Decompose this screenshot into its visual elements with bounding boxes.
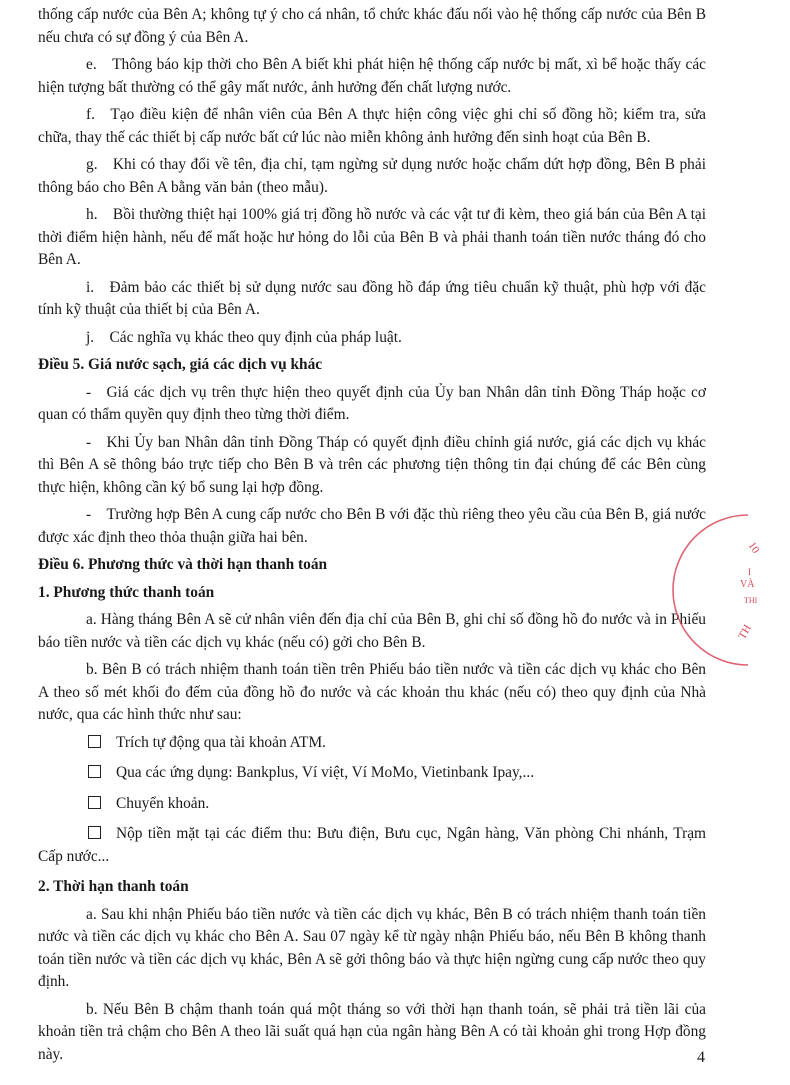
article-5-para: - Khi Ủy ban Nhân dân tỉnh Đồng Tháp có quyết định điều chỉnh giá nước, giá các dịch vụ khác thì Bên A sẽ thông báo trực tiếp cho Bên B và trên các phương tiện thông tin đại chúng để các Bên cùng thực hiện, không cần ký bổ sung lại hợp đồng. bbox=[38, 433, 706, 496]
payment-option bbox=[88, 793, 706, 816]
red-stamp-fragment bbox=[730, 505, 790, 675]
checkbox-icon bbox=[88, 735, 101, 748]
obligation-f: f. Tạo điều kiện để nhân viên của Bên A thực hiện công việc ghi chỉ số đồng hồ; kiểm tra, sửa chữa, thay thế các thiết bị cấp nước bất cứ lúc nào miễn không ảnh hưởng đến sinh hoạt của Bên B. bbox=[38, 106, 706, 146]
payment-deadline-heading: 2. Thời hạn thanh toán bbox=[38, 878, 189, 895]
payment-option bbox=[88, 762, 706, 785]
stamp-text: I bbox=[748, 567, 751, 577]
document-body bbox=[38, 4, 706, 1071]
payment-method-para: a. Hàng tháng Bên A sẽ cử nhân viên đến địa chỉ của Bên B, ghi chỉ số đồng hồ đo nước và in Phiếu báo tiền nước và tiền các dịch vụ khác (nếu có) gởi cho Bên B. bbox=[38, 611, 706, 651]
article-5-heading: Điều 5. Giá nước sạch, giá các dịch vụ khác bbox=[38, 356, 323, 373]
checkbox-icon bbox=[88, 826, 101, 839]
obligation-j: j. Các nghĩa vụ khác theo quy định của pháp luật. bbox=[86, 328, 402, 346]
checkbox-icon bbox=[88, 796, 101, 809]
payment-option-label: Chuyển khoản. bbox=[116, 794, 210, 812]
payment-option-label: Qua các ứng dụng: Bankplus, Ví việt, Ví MoMo, Vietinbank Ipay,... bbox=[116, 764, 535, 781]
stamp-text: VÀ bbox=[740, 579, 755, 590]
checkbox-icon bbox=[88, 765, 101, 778]
intro-paragraph: thống cấp nước của Bên A; không tự ý cho cá nhân, tổ chức khác đấu nối vào hệ thống cấp nước của Bên B nếu chưa có sự đồng ý của Bên A. bbox=[38, 6, 706, 46]
payment-option-label: Trích tự động qua tài khoản ATM. bbox=[116, 733, 326, 751]
page-number: 4 bbox=[697, 1049, 705, 1066]
payment-method-para: b. Bên B có trách nhiệm thanh toán tiền trên Phiếu báo tiền nước và tiền các dịch vụ khác cho Bên A theo số mét khối đo đếm của đồng hồ đo nước và các khoản thu khác (nếu có) theo quy định của Nhà nước, qua các hình thức như sau: bbox=[38, 661, 706, 723]
obligation-g: g. Khi có thay đổi về tên, địa chỉ, tạm ngừng sử dụng nước hoặc chấm dứt hợp đồng, Bên B phải thông báo cho Bên A bằng văn bản (theo mẫu). bbox=[38, 156, 706, 196]
stamp-text: THI bbox=[744, 596, 758, 605]
payment-option bbox=[88, 732, 706, 755]
stamp-text: 10 bbox=[745, 539, 762, 556]
obligation-i: i. Đảm bảo các thiết bị sử dụng nước sau đồng hồ đáp ứng tiêu chuẩn kỹ thuật, phù hợp với đặc tính kỹ thuật của thiết bị của Bên A. bbox=[38, 278, 706, 318]
payment-deadline-para: a. Sau khi nhận Phiếu báo tiền nước và tiền các dịch vụ khác, Bên B có trách nhiệm thanh toán tiền nước và tiền các dịch vụ khác cho Bên A. Sau 07 ngày kể từ ngày nhận Phiếu báo, nếu Bên B không thanh toán tiền nước và tiền các dịch vụ khác, Bên A sẽ gởi thông báo và thực hiện ngừng cung cấp nước theo quy định. bbox=[38, 905, 706, 990]
obligation-h: h. Bồi thường thiệt hại 100% giá trị đồng hồ nước và các vật tư đi kèm, theo giá bán của Bên A tại thời điểm hiện hành, nếu để mất hoặc hư hỏng do lỗi của Bên B và phải thanh toán tiền nước tháng đó cho Bên A. bbox=[38, 206, 706, 268]
stamp-text: TH bbox=[736, 622, 754, 642]
article-5-para: - Trường hợp Bên A cung cấp nước cho Bên B với đặc thù riêng theo yêu cầu của Bên B, giá nước được xác định theo thỏa thuận giữa hai bên. bbox=[38, 506, 706, 546]
payment-option-label: Nộp tiền mặt tại các điểm thu: Bưu điện, Bưu cục, Ngân hàng, Văn phòng Chi nhánh, Trạm Cấp nước... bbox=[38, 825, 706, 865]
payment-deadline-para: b. Nếu Bên B chậm thanh toán quá một tháng so với thời hạn thanh toán, sẽ phải trả tiền lãi của khoản tiền trả chậm cho Bên A theo lãi suất quá hạn của ngân hàng Bên A có tài khoản ghi trong Hợp đồng này. bbox=[38, 1000, 706, 1063]
payment-option bbox=[38, 823, 706, 868]
article-6-heading: Điều 6. Phương thức và thời hạn thanh toán bbox=[38, 556, 328, 573]
payment-method-heading: 1. Phương thức thanh toán bbox=[38, 583, 215, 601]
article-5-para: - Giá các dịch vụ trên thực hiện theo quyết định của Ủy ban Nhân dân tỉnh Đồng Tháp hoặc cơ quan có thẩm quyền quy định theo từng thời điểm. bbox=[38, 383, 706, 423]
obligation-e: e. Thông báo kịp thời cho Bên A biết khi phát hiện hệ thống cấp nước bị mất, xì bể hoặc thấy các hiện tượng bất thường có thể gây mất nước, ảnh hưởng đến chất lượng nước. bbox=[38, 56, 706, 96]
